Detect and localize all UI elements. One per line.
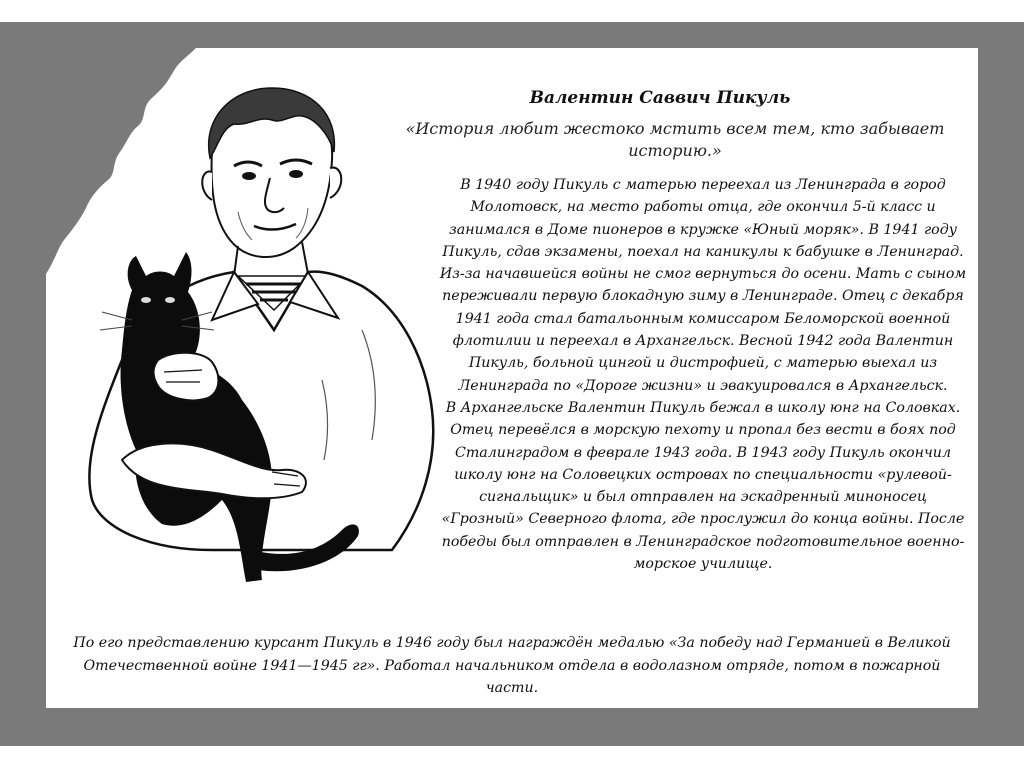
portrait-illustration (62, 80, 442, 600)
biography-paragraph-1: В 1940 году Пикуль с матерью переехал из Ленинграда в город Молотовск, на место работы отца, где окончил 5-й класс и занимался в Доме пионеров в кружке «Юный моряк». В 1941 году Пикуль, сдав экзамены, поехал на каникулы к бабушке в Ленинград. Из-за начавшейся войны не смог вернуться до осени. Мать с сыном переживали первую блокадную зиму в Ленинграде. Отец с декабря 1941 года стал батальонным комиссаром Беломорской военной флотилии и переехал в Архангельск. Весной 1942 года Валентин Пикуль, больной цингой и дистрофией, с матерью выехал из Ленинграда по «Дороге жизни» и эвакуировался в Архангельск. (439, 177, 967, 394)
person-name: Валентин Саввич Пикуль (529, 88, 791, 108)
biography-text (438, 174, 968, 575)
biography-paragraph-2: В Архангельске Валентин Пикуль бежал в школу юнг на Соловках. Отец перевёлся в морскую пехоту и пропал без вести в боях под Сталинградом в феврале 1943 года. В 1943 году Пикуль окончил школу юнг на Соловецких островах по специальности «рулевой-сигнальщик» и был отправлен на эскадренный миноносец «Грозный» Северного флота, где прослужил до конца войны. После победы был отправлен в Ленинградское подготовительное военно-морское училище. (441, 399, 965, 573)
quote: «История любит жестоко мстить всем тем, кто забывает историю.» (405, 119, 945, 160)
biography-paragraph-3: По его представлению курсант Пикуль в 1946 году был награждён медалью «За победу над Германией в Великой Отечественной войне 1941—1945 гг». Работал начальником отдела в водолазном отряде, потом в пожарной части. (73, 635, 951, 696)
